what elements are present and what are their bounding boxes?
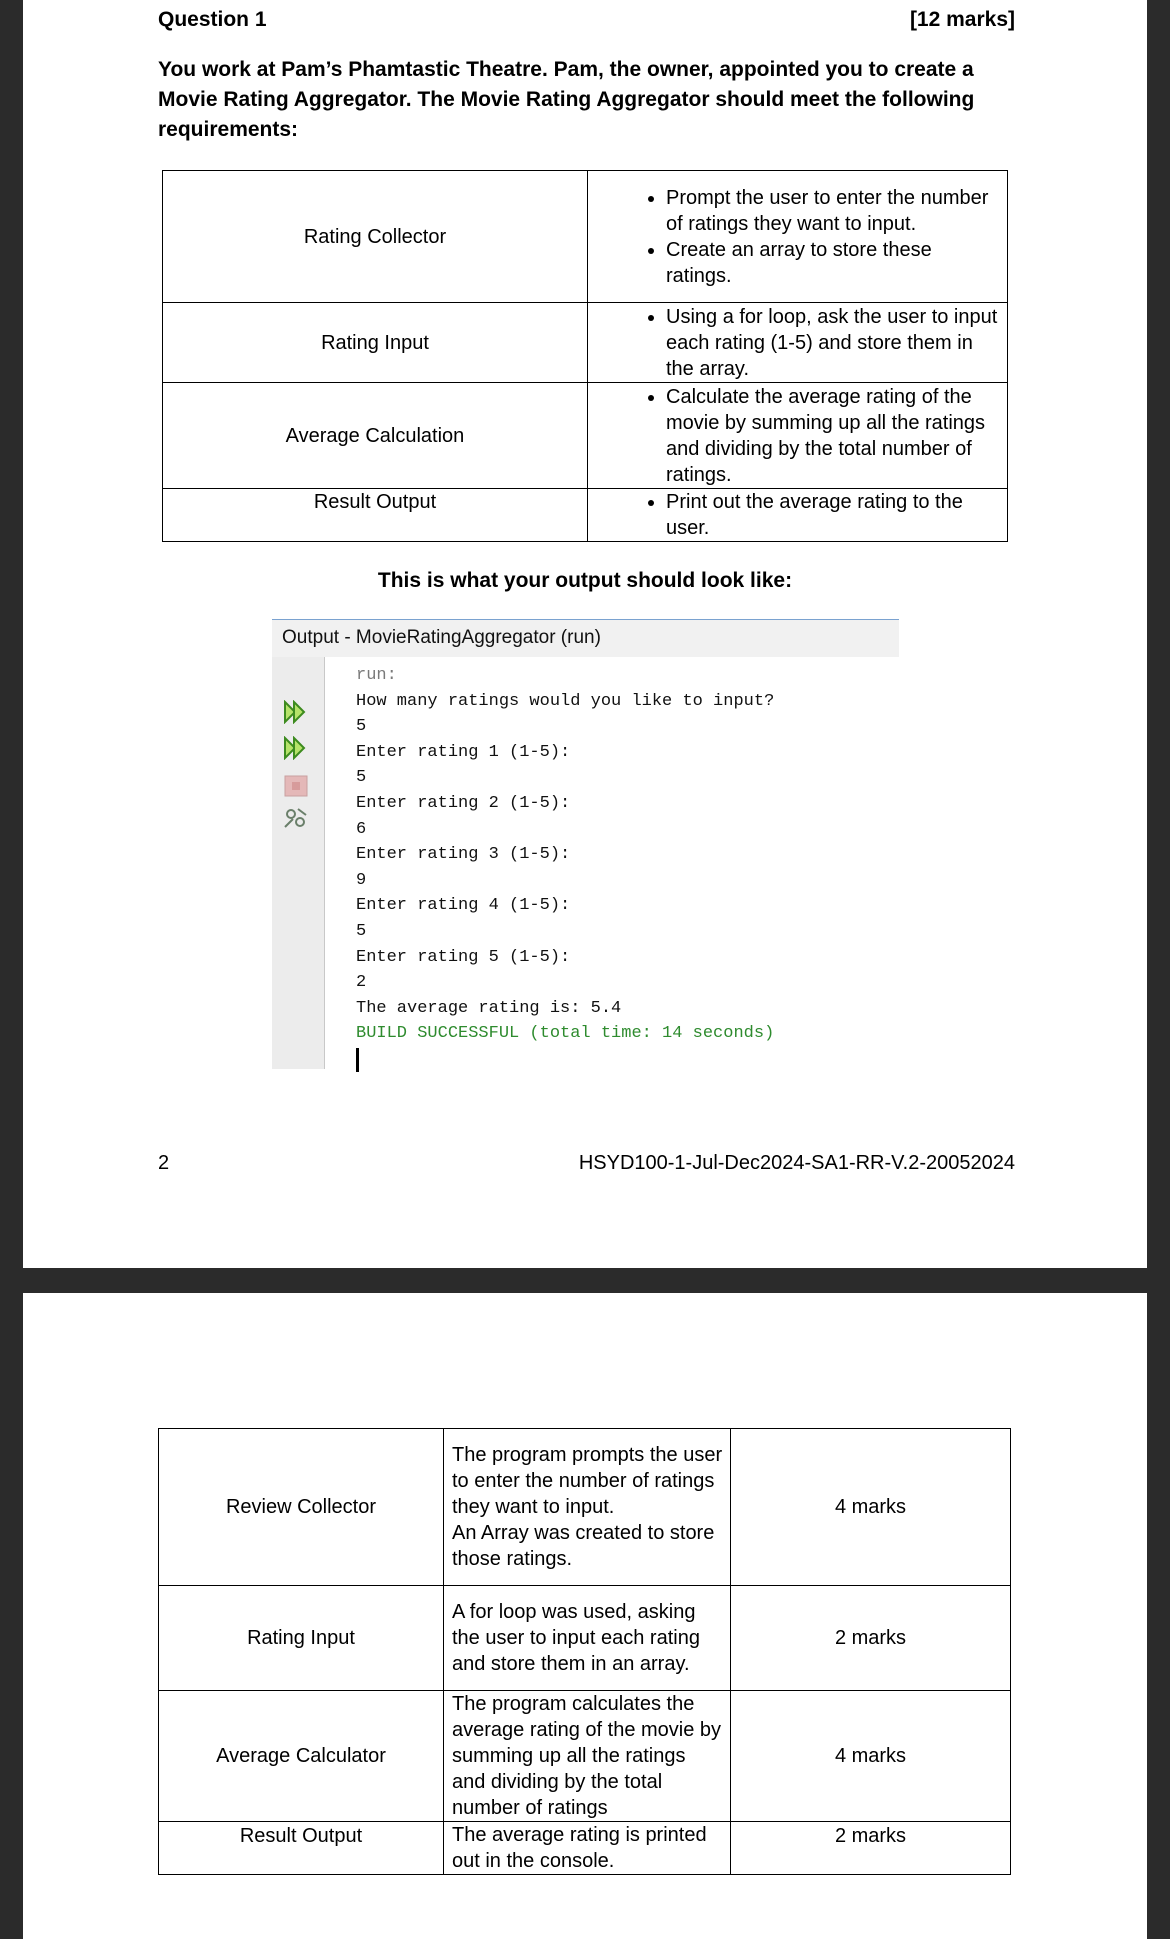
- text-cursor: [356, 1048, 359, 1072]
- requirement-point: • Prompt the user to enter the number of ratings they want to input.: [666, 185, 1001, 237]
- rubric-row: [159, 1691, 1011, 1822]
- requirement-description: [588, 171, 1008, 303]
- rubric-description: [444, 1586, 731, 1691]
- requirement-description: [588, 489, 1008, 542]
- requirement-description: [588, 383, 1008, 489]
- console-line: 5: [356, 717, 367, 737]
- page-number: 2: [158, 1152, 170, 1174]
- console-line: How many ratings would you like to input?: [356, 691, 775, 711]
- output-caption: This is what your output should look like:: [377, 569, 793, 592]
- console-line: 5: [356, 921, 367, 941]
- requirement-name: Result Output: [163, 489, 588, 542]
- document-code: HSYD100-1-Jul-Dec2024-SA1-RR-V.2-20052024: [578, 1152, 1015, 1174]
- rerun-icon[interactable]: [283, 736, 309, 760]
- console-line: The average rating is: 5.4: [356, 998, 622, 1018]
- rubric-description: [444, 1429, 731, 1586]
- console-line: run:: [356, 666, 397, 685]
- console-line: 5: [356, 768, 367, 788]
- rubric-criterion: Rating Input: [159, 1586, 444, 1691]
- console-line: 9: [356, 870, 367, 890]
- rubric-description-line: The program prompts the user to enter the number of ratings they want to input.: [452, 1444, 723, 1518]
- console-line: 2: [356, 973, 367, 993]
- question-intro: You work at Pam’s Phamtastic Theatre. Pam, the owner, appointed you to create a Movie Rating Aggregator. The Movie Rating Aggregator should meet the following requirements:: [158, 58, 975, 141]
- console-line: Enter rating 1 (1-5):: [356, 742, 571, 762]
- rubric-description-line: The program calculates the average rating of the movie by summing up all the ratings and dividing by the total number of ratings: [452, 1693, 722, 1819]
- rubric-description: [444, 1822, 731, 1875]
- rubric-table: [158, 1428, 1011, 1875]
- requirement-row: [163, 171, 1008, 303]
- console-line: Enter rating 4 (1-5):: [356, 896, 571, 916]
- requirement-point: • Print out the average rating to the user.: [666, 489, 1001, 541]
- console-output: [356, 663, 886, 1047]
- document-page-1: [23, 0, 1147, 1268]
- rubric-marks: 4 marks: [731, 1429, 1011, 1586]
- requirement-name: Rating Input: [163, 303, 588, 383]
- console-line: BUILD SUCCESSFUL (total time: 14 seconds): [356, 1024, 775, 1044]
- console-title: Output - MovieRatingAggregator (run): [272, 619, 899, 657]
- rubric-marks: 2 marks: [731, 1822, 1011, 1875]
- rubric-criterion: Average Calculator: [159, 1691, 444, 1822]
- question-marks: [12 marks]: [909, 8, 1015, 31]
- settings-icon[interactable]: [283, 807, 309, 831]
- rubric-marks: 4 marks: [731, 1691, 1011, 1822]
- rubric-row: [159, 1586, 1011, 1691]
- requirement-name: Average Calculation: [163, 383, 588, 489]
- rubric-description: [444, 1691, 731, 1822]
- question-title: Question 1: [158, 8, 267, 31]
- rubric-description-line: An Array was created to store those ratings.: [452, 1522, 715, 1570]
- console-line: Enter rating 2 (1-5):: [356, 793, 571, 813]
- rubric-row: [159, 1429, 1011, 1586]
- rubric-criterion: Review Collector: [159, 1429, 444, 1586]
- console-line: Enter rating 3 (1-5):: [356, 845, 571, 865]
- requirement-row: [163, 489, 1008, 542]
- stop-icon[interactable]: [283, 774, 309, 798]
- requirement-name: Rating Collector: [163, 171, 588, 303]
- rubric-criterion: Result Output: [159, 1822, 444, 1875]
- requirement-description: [588, 303, 1008, 383]
- requirement-row: [163, 303, 1008, 383]
- console-line: 6: [356, 819, 367, 839]
- rubric-marks: 2 marks: [731, 1586, 1011, 1691]
- output-console: [272, 619, 899, 1069]
- requirement-point: • Create an array to store these ratings.: [666, 237, 1001, 289]
- console-line: Enter rating 5 (1-5):: [356, 947, 571, 967]
- requirements-table: [162, 170, 1008, 542]
- rubric-description-line: A for loop was used, asking the user to input each rating and store them in an array.: [452, 1601, 700, 1675]
- requirement-point: • Using a for loop, ask the user to input each rating (1-5) and store them in the array.: [666, 304, 1001, 382]
- console-toolbar: [272, 657, 325, 1069]
- requirement-row: [163, 383, 1008, 489]
- requirement-point: • Calculate the average rating of the movie by summing up all the ratings and dividing by the total number of ratings.: [666, 384, 1001, 488]
- document-page-2: [23, 1293, 1147, 1939]
- run-icon[interactable]: [283, 700, 309, 724]
- rubric-description-line: The average rating is printed out in the console.: [452, 1824, 707, 1872]
- rubric-row: [159, 1822, 1011, 1875]
